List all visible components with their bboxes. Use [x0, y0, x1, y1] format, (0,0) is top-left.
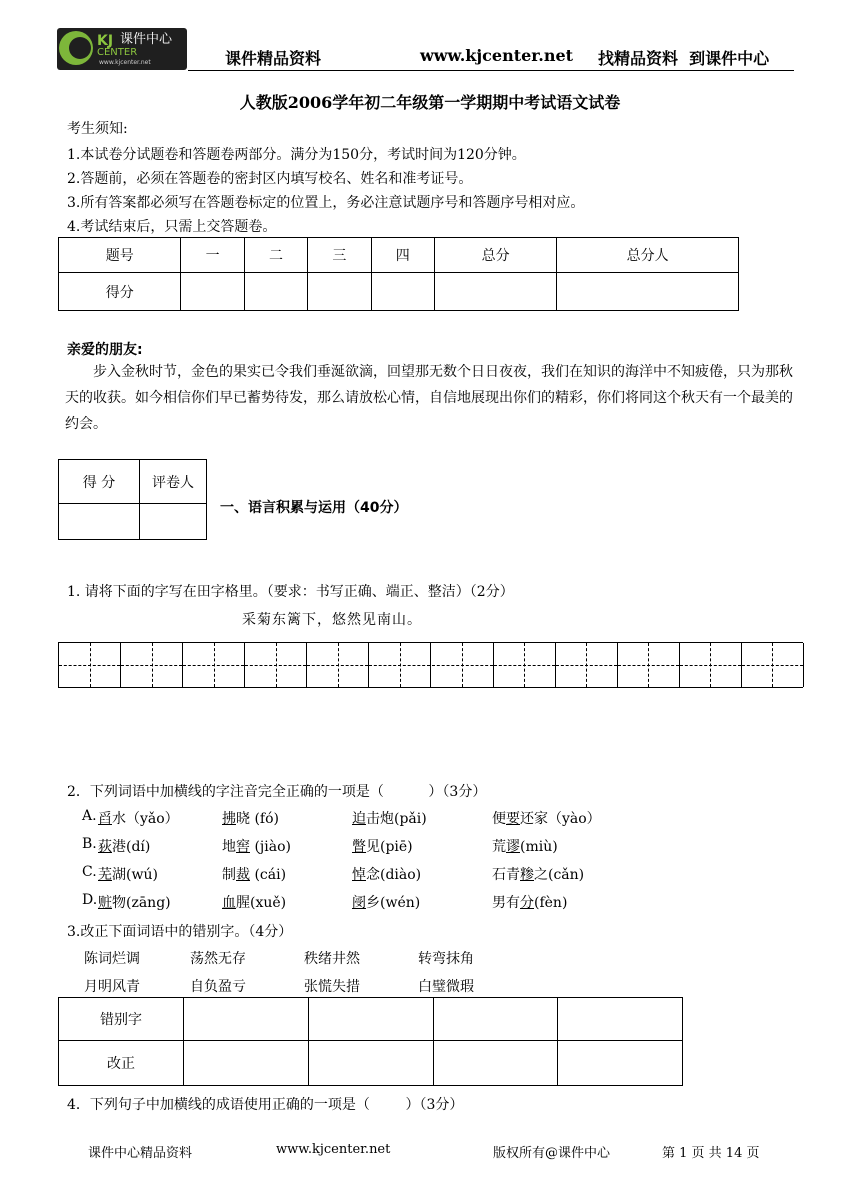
- underlined-char: 分: [520, 895, 534, 911]
- correction-cell[interactable]: [558, 1041, 683, 1086]
- footer-url: www.kjcenter.net: [276, 1142, 391, 1157]
- correction-cell[interactable]: [433, 998, 558, 1041]
- notice-item: 3.所有答案都必须写在答题卷标定的位置上，务必注意试题序号和答题序号相对应。: [67, 195, 585, 211]
- option-word: [352, 892, 420, 912]
- q1-poem: 采菊东篱下，悠然见南山。: [242, 612, 422, 628]
- correction-label: 错别字: [59, 998, 184, 1041]
- correction-table: [58, 997, 683, 1086]
- correction-cell[interactable]: [308, 1041, 433, 1086]
- option-label: A.: [82, 808, 97, 824]
- word-item: 秩绪井然: [304, 951, 360, 967]
- correction-cell[interactable]: [184, 1041, 309, 1086]
- option-word-prefix: 石青: [492, 867, 520, 883]
- tianzige-guide-h: [556, 665, 617, 666]
- tianzige-box[interactable]: [556, 643, 618, 687]
- score-cell[interactable]: [181, 273, 244, 311]
- grader-table: [58, 459, 207, 540]
- score-cell[interactable]: [308, 273, 371, 311]
- score-header: 四: [371, 238, 434, 273]
- tianzige-guide-h: [59, 665, 120, 666]
- score-header: 题号: [59, 238, 181, 273]
- option-word-suffix: 乡(wén): [366, 895, 421, 911]
- grader-label: 评卷人: [140, 460, 207, 504]
- greeting-body: 步入金秋时节，金色的果实已令我们垂涎欲滴，回望那无数个日日夜夜，我们在知识的海洋中不知疲倦，只为那秋天的收获。如今相信你们早已蓄势待发，那么请放松心情，自信地展现出你们的精彩，你们将同这个秋天有一个最美的约会。: [65, 364, 793, 432]
- option-word: [222, 836, 291, 856]
- leaf-cutout: [69, 37, 91, 59]
- underlined-char: 舀: [98, 811, 112, 827]
- grader-score-label: 得 分: [59, 460, 140, 504]
- correction-cell[interactable]: [184, 998, 309, 1041]
- logo-url: www.kjcenter.net: [99, 59, 151, 66]
- underlined-char: 谬: [506, 839, 520, 855]
- option-word-suffix: 之(cǎn): [534, 867, 585, 883]
- option-word-prefix: 便: [492, 811, 506, 827]
- tianzige-guide-h: [245, 665, 306, 666]
- tianzige-box[interactable]: [618, 643, 680, 687]
- footer-page: 第 1 页 共 14 页: [662, 1146, 760, 1161]
- option-word-prefix: 男有: [492, 895, 520, 911]
- correction-cell[interactable]: [433, 1041, 558, 1086]
- tianzige-box[interactable]: [183, 643, 245, 687]
- question-1: 1. 请将下面的字写在田字格里。（要求：书写正确、端正、整洁）（2分）: [67, 584, 514, 600]
- score-table: [58, 237, 739, 311]
- option-word-suffix: (miù): [520, 839, 558, 855]
- option-word: [492, 864, 584, 884]
- underlined-char: 瞥: [352, 839, 366, 855]
- footer-left: 课件中心精品资料: [88, 1146, 193, 1161]
- option-word: [352, 808, 427, 828]
- tianzige-guide-h: [680, 665, 741, 666]
- logo-cn: 课件中心: [120, 32, 173, 47]
- underlined-char: 糁: [520, 867, 534, 883]
- underlined-char: 悼: [352, 867, 366, 883]
- word-item: 陈词烂调: [84, 951, 140, 967]
- tianzige-guide-h: [183, 665, 244, 666]
- tianzige-box[interactable]: [680, 643, 742, 687]
- score-header: 总分: [434, 238, 556, 273]
- tianzige-box[interactable]: [432, 643, 494, 687]
- option-word-suffix: 击炮(pǎi): [366, 811, 427, 827]
- tianzige-box[interactable]: [307, 643, 369, 687]
- option-word-suffix: 港(dí): [112, 839, 151, 855]
- option-word: [222, 808, 279, 828]
- underlined-char: 血: [222, 895, 236, 911]
- option-word-suffix: 见(piē): [366, 839, 413, 855]
- header-right: 找精品资料 到课件中心: [598, 49, 770, 68]
- option-word: [98, 808, 179, 828]
- word-item: 转弯抹角: [418, 951, 474, 967]
- tianzige-box[interactable]: [59, 643, 121, 687]
- option-word: [352, 836, 413, 856]
- score-cell[interactable]: [244, 273, 307, 311]
- option-word: [98, 864, 158, 884]
- score-header: 三: [308, 238, 371, 273]
- page-title: 人教版2006学年初二年级第一学期期中考试语文试卷: [239, 93, 621, 112]
- option-word: [492, 892, 567, 912]
- score-cell[interactable]: [371, 273, 434, 311]
- grader-cell[interactable]: [140, 504, 207, 540]
- option-label: B.: [82, 836, 97, 852]
- option-word-prefix: 地: [222, 839, 236, 855]
- question-3: 3.改正下面词语中的错别字。（4分）: [67, 924, 293, 940]
- tianzige-box[interactable]: [245, 643, 307, 687]
- option-word-suffix: (jiào): [250, 839, 291, 855]
- header-left: 课件精品资料: [225, 49, 322, 68]
- score-header: 总分人: [557, 238, 739, 273]
- underlined-char: 赃: [98, 895, 112, 911]
- grader-score-cell[interactable]: [59, 504, 140, 540]
- underlined-char: 阌: [352, 895, 366, 911]
- word-item: 自负盈亏: [190, 979, 246, 995]
- tianzige-guide-h: [742, 665, 803, 666]
- option-label: D.: [82, 892, 98, 908]
- section-heading: 一、语言积累与运用（40分）: [220, 500, 408, 516]
- option-word-suffix: 念(diào): [366, 867, 422, 883]
- notice-item: 4.考试结束后，只需上交答题卷。: [67, 219, 277, 235]
- underlined-char: 迫: [352, 811, 366, 827]
- word-item: 白璧微瑕: [418, 979, 474, 995]
- option-word: [492, 836, 558, 856]
- header-url: www.kjcenter.net: [420, 46, 574, 65]
- option-word-suffix: 还家（yào）: [520, 811, 601, 827]
- correction-label: 改正: [59, 1041, 184, 1086]
- tianzige-guide-h: [369, 665, 430, 666]
- underlined-char: 窖: [236, 839, 250, 855]
- option-word-suffix: 物(zāng): [112, 895, 171, 911]
- tianzige-guide-h: [618, 665, 679, 666]
- option-word: [222, 864, 286, 884]
- option-word-suffix: 水（yǎo）: [112, 811, 179, 827]
- notice-item: 2.答题前，必须在答题卷的密封区内填写校名、姓名和准考证号。: [67, 171, 473, 187]
- score-cell[interactable]: [434, 273, 556, 311]
- site-logo: [57, 28, 187, 70]
- greeting-title: 亲爱的朋友:: [67, 342, 143, 358]
- option-word: [222, 892, 286, 912]
- tianzige-box[interactable]: [742, 643, 804, 687]
- underlined-char: 要: [506, 811, 520, 827]
- tianzige-box[interactable]: [369, 643, 431, 687]
- option-label: C.: [82, 864, 97, 880]
- score-row-label: 得分: [59, 273, 181, 311]
- word-item: 月明风青: [84, 979, 140, 995]
- underlined-char: 荻: [98, 839, 112, 855]
- option-word-prefix: 荒: [492, 839, 506, 855]
- option-word-suffix: (cái): [250, 867, 287, 883]
- underlined-char: 裁: [236, 867, 250, 883]
- tianzige-guide-h: [494, 665, 555, 666]
- option-word: [492, 808, 601, 828]
- option-word-suffix: (fèn): [534, 895, 568, 911]
- word-item: 荡然无存: [190, 951, 246, 967]
- score-header: 二: [244, 238, 307, 273]
- option-word: [98, 836, 150, 856]
- option-word: [352, 864, 421, 884]
- score-header: 一: [181, 238, 244, 273]
- tianzige-box[interactable]: [494, 643, 556, 687]
- tianzige-box[interactable]: [121, 643, 183, 687]
- tianzige-grid[interactable]: [58, 642, 803, 688]
- logo-center: CENTER: [97, 47, 138, 58]
- question-2: 2．下列词语中加横线的字注音完全正确的一项是（ ）（3分）: [67, 784, 487, 800]
- logo-kj: KJ: [97, 33, 114, 49]
- header-divider: [188, 70, 794, 71]
- option-word-suffix: 晓 (fó): [236, 811, 279, 827]
- tianzige-guide-h: [307, 665, 368, 666]
- option-word: [98, 892, 171, 912]
- question-4: 4．下列句子中加横线的成语使用正确的一项是（ ）（3分）: [67, 1097, 464, 1113]
- score-cell[interactable]: [557, 273, 739, 311]
- tianzige-guide-h: [121, 665, 182, 666]
- footer-copyright: 版权所有@课件中心: [493, 1146, 611, 1161]
- tianzige-guide-h: [432, 665, 493, 666]
- correction-cell[interactable]: [558, 998, 683, 1041]
- option-word-suffix: 腥(xuě): [236, 895, 287, 911]
- correction-cell[interactable]: [308, 998, 433, 1041]
- word-item: 张慌失措: [304, 979, 360, 995]
- option-word-suffix: 湖(wú): [112, 867, 158, 883]
- notice-heading: 考生须知:: [67, 121, 128, 137]
- underlined-char: 拂: [222, 811, 236, 827]
- option-word-prefix: 制: [222, 867, 236, 883]
- underlined-char: 芜: [98, 867, 112, 883]
- notice-item: 1.本试卷分试题卷和答题卷两部分。满分为150分，考试时间为120分钟。: [67, 147, 526, 163]
